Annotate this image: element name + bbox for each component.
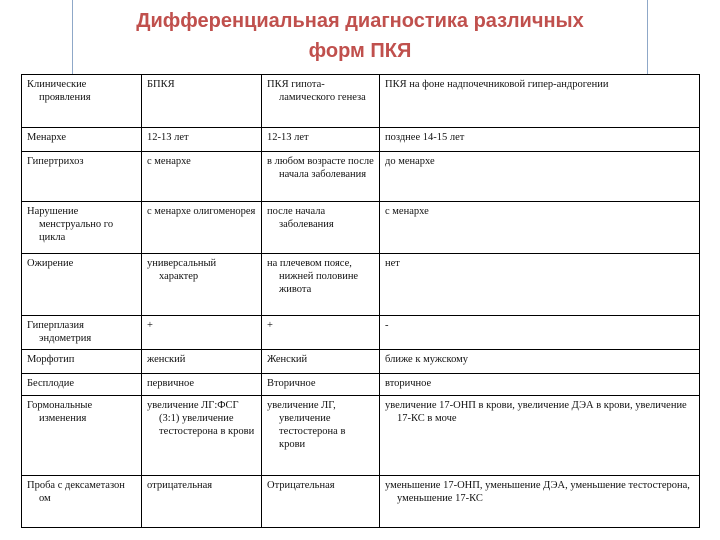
- header-cell: ПКЯ гипота-ламического генеза: [262, 75, 380, 128]
- table-cell: нет: [380, 254, 700, 316]
- table-cell: 12-13 лет: [142, 128, 262, 152]
- table-row: [22, 374, 700, 396]
- table-row: [22, 254, 700, 316]
- table-cell: женский: [142, 350, 262, 374]
- table-row: [22, 350, 700, 374]
- title-line-2: форм ПКЯ: [308, 40, 412, 62]
- table-cell: до менархе: [380, 152, 700, 202]
- header-row: [22, 75, 700, 128]
- table-cell: позднее 14-15 лет: [380, 128, 700, 152]
- title-line-1: Дифференциальная диагностика различных: [136, 10, 584, 32]
- table-cell: на плечевом поясе, нижней половине живота: [262, 254, 380, 316]
- table-cell: Морфотип: [22, 350, 142, 374]
- table-cell: с менархе олигоменорея: [142, 202, 262, 254]
- table-cell: Нарушение менструально го цикла: [22, 202, 142, 254]
- table-cell: в любом возрасте после начала заболевания: [262, 152, 380, 202]
- table-row: [22, 152, 700, 202]
- table-cell: Гиперплазия эндометрия: [22, 316, 142, 350]
- page-title: [72, 6, 648, 66]
- table-cell: увеличение ЛГ:ФСГ (3:1) увеличение тестостерона в крови: [142, 396, 262, 476]
- table-cell: отрицательная: [142, 476, 262, 528]
- header-cell: БПКЯ: [142, 75, 262, 128]
- table-row: [22, 202, 700, 254]
- table-cell: с менархе: [380, 202, 700, 254]
- table-cell: Гипертрихоз: [22, 152, 142, 202]
- table-cell: Бесплодие: [22, 374, 142, 396]
- table-cell: Проба с дексаметазон ом: [22, 476, 142, 528]
- table-cell: +: [142, 316, 262, 350]
- table-cell: Ожирение: [22, 254, 142, 316]
- table-cell: вторичное: [380, 374, 700, 396]
- table-row: [22, 316, 700, 350]
- table-cell: Женский: [262, 350, 380, 374]
- table-row: [22, 476, 700, 528]
- table-cell: увеличение ЛГ, увеличение тестостерона в крови: [262, 396, 380, 476]
- table-cell: уменьшение 17-ОНП, уменьшение ДЭА, уменьшение тестостерона, уменьшение 17-КС: [380, 476, 700, 528]
- table-cell: Вторичное: [262, 374, 380, 396]
- table-cell: Гормональные изменения: [22, 396, 142, 476]
- table-cell: +: [262, 316, 380, 350]
- table-cell: 12-13 лет: [262, 128, 380, 152]
- table-cell: Отрицательная: [262, 476, 380, 528]
- table-cell: Менархе: [22, 128, 142, 152]
- diagnosis-table: [21, 74, 700, 528]
- table-cell: с менархе: [142, 152, 262, 202]
- table-row: [22, 128, 700, 152]
- table-cell: ближе к мужскому: [380, 350, 700, 374]
- table-cell: после начала заболевания: [262, 202, 380, 254]
- header-cell: ПКЯ на фоне надпочечниковой гипер-андрогении: [380, 75, 700, 128]
- table-cell: универсальный характер: [142, 254, 262, 316]
- table-cell: первичное: [142, 374, 262, 396]
- header-cell: Клинические проявления: [22, 75, 142, 128]
- table-cell: увеличение 17-ОНП в крови, увеличение ДЭА в крови, увеличение 17-КС в моче: [380, 396, 700, 476]
- table-cell: -: [380, 316, 700, 350]
- table-row: [22, 396, 700, 476]
